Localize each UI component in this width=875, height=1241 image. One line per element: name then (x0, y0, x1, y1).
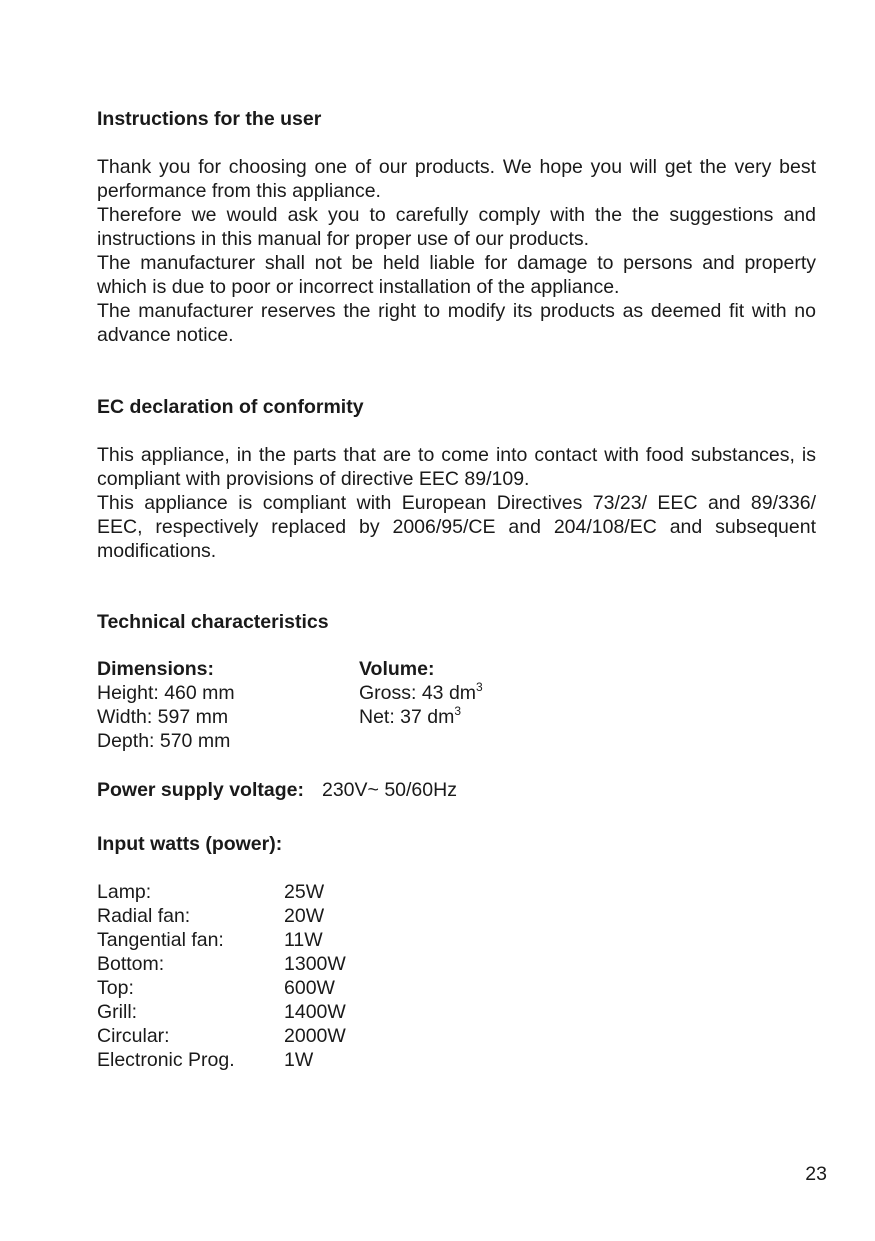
manual-page (97, 0, 816, 1241)
volume-label: Volume: (359, 658, 435, 680)
watts-value: 1400W (284, 1001, 346, 1023)
paragraph: This appliance, in the parts that are to come into contact with food substances, is compliant with provisions of directive EEC 89/109. (97, 444, 816, 490)
paragraph: Thank you for choosing one of our products. We hope you will get the very best performance from this appliance. (97, 156, 816, 202)
volume-gross-exponent: 3 (476, 680, 483, 694)
watts-value: 2000W (284, 1025, 346, 1047)
ec-declaration-body (97, 443, 816, 563)
watts-label: Tangential fan: (97, 929, 224, 951)
paragraph: The manufacturer reserves the right to modify its products as deemed fit with no advance notice. (97, 300, 816, 346)
volume-gross-text: Gross: 43 dm (359, 682, 477, 704)
watts-value: 1W (284, 1049, 314, 1071)
paragraph: Therefore we would ask you to carefully comply with the the suggestions and instructions in this manual for proper use of our products. (97, 204, 816, 250)
dimension-height: Height: 460 mm (97, 682, 235, 704)
watts-value: 20W (284, 905, 325, 927)
watts-label: Bottom: (97, 953, 165, 975)
watts-label: Top: (97, 977, 134, 999)
dimensions-label: Dimensions: (97, 658, 215, 680)
user-instructions-heading: Instructions for the user (97, 108, 322, 130)
power-supply-value: 230V~ 50/60Hz (321, 779, 457, 801)
watts-label: Lamp: (97, 881, 152, 903)
user-instructions-body (97, 155, 816, 347)
watts-value: 1300W (284, 953, 346, 975)
ec-declaration-heading: EC declaration of conformity (97, 396, 364, 418)
volume-column (359, 657, 483, 729)
watts-label: Electronic Prog. (97, 1049, 235, 1071)
technical-characteristics-heading: Technical characteristics (97, 611, 329, 633)
watts-label: Radial fan: (97, 905, 191, 927)
paragraph: This appliance is compliant with European Directives 73/23/ EEC and 89/336/ EEC, respectively replaced by 2006/95/CE and 204/108/EC and subsequent modifications. (97, 492, 816, 562)
power-supply-label: Power supply voltage: (97, 779, 304, 801)
dimension-width: Width: 597 mm (97, 706, 229, 728)
power-supply-row (97, 778, 457, 802)
watts-value: 25W (284, 881, 325, 903)
volume-gross (359, 681, 483, 705)
watts-value: 11W (284, 929, 323, 951)
watts-value: 600W (284, 977, 335, 999)
watts-label: Circular: (97, 1025, 170, 1047)
dimensions-column (97, 657, 235, 753)
volume-net-exponent: 3 (454, 704, 462, 718)
dimension-depth: Depth: 570 mm (97, 730, 231, 752)
volume-net-text: Net: 37 dm (359, 706, 455, 728)
watts-label: Grill: (97, 1001, 138, 1023)
page-number: 23 (805, 1163, 827, 1185)
input-watts-heading: Input watts (power): (97, 833, 283, 855)
paragraph: The manufacturer shall not be held liable for damage to persons and property which is due to poor or incorrect installation of the appliance. (97, 252, 816, 298)
volume-net (359, 705, 483, 729)
